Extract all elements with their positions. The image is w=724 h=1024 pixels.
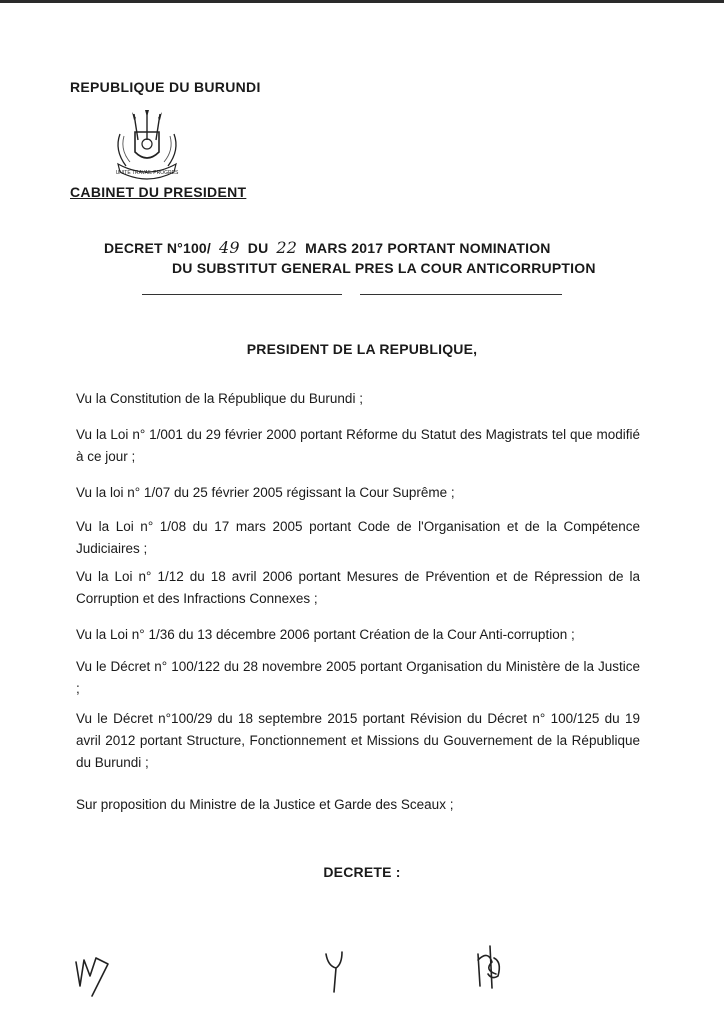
coat-of-arms-icon xyxy=(108,110,186,182)
decree-line1-rest: MARS 2017 PORTANT NOMINATION xyxy=(305,240,551,256)
decree-title-line-1 xyxy=(104,238,551,258)
coat-of-arms-motto: UNITE TRAVAIL PROGRES xyxy=(115,170,179,176)
decree-du: DU xyxy=(247,240,269,256)
title-rule-left xyxy=(142,294,342,295)
visa-decret-100-29: Vu le Décret n°100/29 du 18 septembre 2015 portant Révision du Décret n° 100/125 du 19 avril 2012 portant Structure, Fonctionnement et Missions du Gouvernement de la République du Burundi ; xyxy=(76,711,640,770)
visa-constitution: Vu la Constitution de la République du Burundi ; xyxy=(76,391,363,406)
initials-mark-1 xyxy=(74,940,114,1000)
visa-decret-100-122: Vu le Décret n° 100/122 du 28 novembre 2005 portant Organisation du Ministère de la Justice ; xyxy=(76,659,640,696)
visa-loi-1-36: Vu la Loi n° 1/36 du 13 décembre 2006 portant Création de la Cour Anti-corruption ; xyxy=(76,627,575,642)
scan-edge xyxy=(0,0,724,3)
president-heading: PRESIDENT DE LA REPUBLIQUE, xyxy=(246,341,478,357)
visa-loi-1-001: Vu la Loi n° 1/001 du 29 février 2000 portant Réforme du Statut des Magistrats tel que modifié à ce jour ; xyxy=(76,427,640,464)
decree-day-handwritten: 22 xyxy=(276,238,298,257)
initials-mark-3 xyxy=(470,940,510,1000)
decrete-heading: DECRETE : xyxy=(323,864,401,880)
visa-loi-1-12: Vu la Loi n° 1/12 du 18 avril 2006 portant Mesures de Prévention et de Répression de la Corruption et des Infractions Connexes ; xyxy=(76,569,640,606)
cabinet-header: CABINET DU PRESIDENT xyxy=(70,184,247,200)
visa-loi-1-07: Vu la loi n° 1/07 du 25 février 2005 régissant la Cour Suprême ; xyxy=(76,485,455,500)
country-header: REPUBLIQUE DU BURUNDI xyxy=(70,79,261,95)
initials-mark-2 xyxy=(316,940,356,1000)
title-rule-right xyxy=(360,294,562,295)
decree-prefix: DECRET N°100/ xyxy=(104,240,212,256)
decree-number-handwritten: 49 xyxy=(219,238,240,257)
visa-loi-1-08: Vu la Loi n° 1/08 du 17 mars 2005 portant Code de l'Organisation et de la Compétence Judiciaires ; xyxy=(76,519,640,556)
visa-proposition-ministre: Sur proposition du Ministre de la Justice et Garde des Sceaux ; xyxy=(76,797,454,812)
decree-title-line-2: DU SUBSTITUT GENERAL PRES LA COUR ANTICORRUPTION xyxy=(172,260,596,276)
